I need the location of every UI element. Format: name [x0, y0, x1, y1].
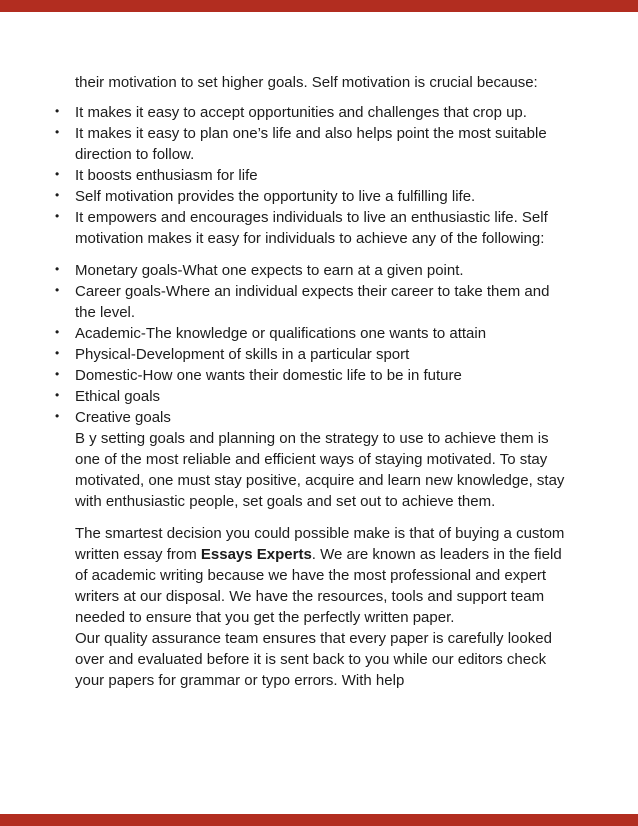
bullet-icon: •: [55, 262, 60, 276]
bullet-text: It empowers and encourages individuals to live an enthusiastic life. Self motivation makes it easy for individuals to achieve any of the following:: [75, 209, 548, 247]
list-item: [55, 365, 567, 386]
bullet-text: Ethical goals: [75, 388, 161, 405]
intro-paragraph: their motivation to set higher goals. Self motivation is crucial because:: [75, 74, 538, 91]
list-item: [55, 165, 567, 186]
brand-name-bold: Essays Experts: [200, 546, 312, 563]
bullet-text: It makes it easy to plan one’s life and also helps point the most suitable direction to follow.: [75, 125, 547, 163]
bullet-text: It makes it easy to accept opportunities and challenges that crop up.: [75, 104, 527, 121]
bullet-icon: •: [55, 125, 60, 139]
bullet-icon: •: [55, 167, 60, 181]
bullet-icon: •: [55, 104, 60, 118]
bullet-icon: •: [55, 209, 60, 223]
closing-paragraph-1: [75, 523, 567, 628]
bullet-text: Academic-The knowledge or qualifications one wants to attain: [75, 325, 487, 342]
closing-paragraph-2: Our quality assurance team ensures that every paper is carefully looked over and evaluated before it is sent back to you while our editors check your papers for grammar or typo errors. With help: [75, 630, 552, 689]
bullet-icon: •: [55, 283, 60, 297]
bottom-accent-bar: [0, 814, 638, 826]
bullet-icon: •: [55, 346, 60, 360]
list-item: [55, 386, 567, 407]
bullet-text: It boosts enthusiasm for life: [75, 167, 258, 184]
list-item: [55, 281, 567, 323]
bullet-icon: •: [55, 388, 60, 402]
bullet-icon: •: [55, 325, 60, 339]
bullet-text: Physical-Development of skills in a particular sport: [75, 346, 410, 363]
closing-text-after-brand: . We are known as leaders in the field of academic writing because we have the most professional and expert writers at our disposal. We have the resources, tools and support team needed to ensure that you get the perfectly written paper.: [75, 546, 562, 626]
list-item: [55, 123, 567, 165]
document-page: [55, 72, 567, 691]
goals-list: [55, 260, 567, 428]
bullet-icon: •: [55, 367, 60, 381]
bullet-text: Creative goals: [75, 409, 171, 426]
benefits-list: [55, 102, 567, 249]
bullet-icon: •: [55, 188, 60, 202]
list-item: [55, 207, 567, 249]
bullet-icon: •: [55, 409, 60, 423]
list-item: [55, 344, 567, 365]
list-item: [55, 260, 567, 281]
list-item: [55, 323, 567, 344]
bullet-text: Domestic-How one wants their domestic life to be in future: [75, 367, 462, 384]
bullet-text: Career goals-Where an individual expects their career to take them and the level.: [75, 283, 550, 321]
top-accent-bar: [0, 0, 638, 12]
goals-continuation-paragraph: B y setting goals and planning on the strategy to use to achieve them is one of the most reliable and efficient ways of staying motivated. To stay motivated, one must stay positive, acquire and learn new knowledge, stay with enthusiastic people, set goals and set out to achieve them.: [75, 430, 565, 510]
list-item: [55, 407, 567, 428]
bullet-text: Monetary goals-What one expects to earn at a given point.: [75, 262, 464, 279]
list-item: [55, 102, 567, 123]
list-item: [55, 186, 567, 207]
closing-text-before-brand: The smartest decision you could possible make is that of buying a custom written essay from: [75, 525, 565, 563]
bullet-text: Self motivation provides the opportunity to live a fulfilling life.: [75, 188, 476, 205]
